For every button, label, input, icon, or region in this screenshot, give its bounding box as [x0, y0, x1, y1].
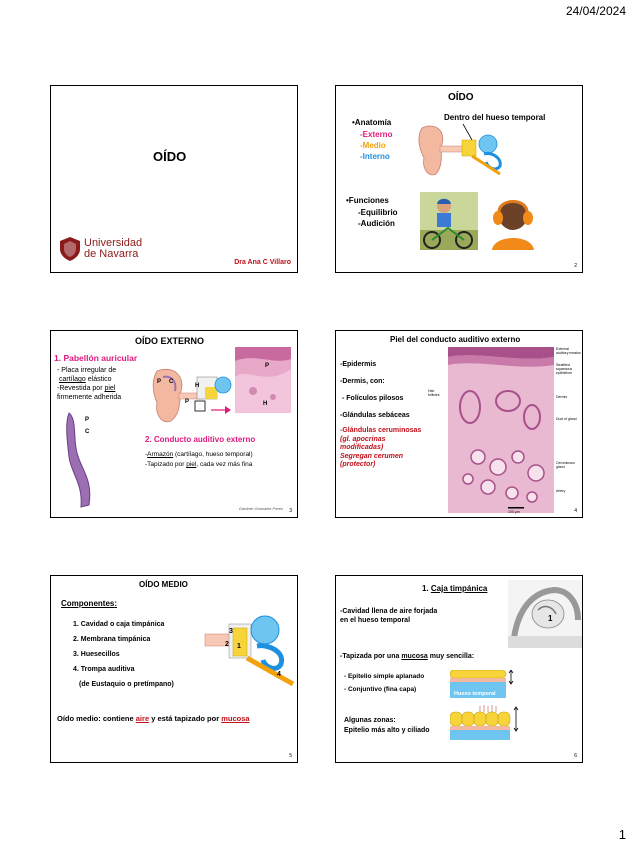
tapizado-part-3: , cada vez más fina — [196, 461, 253, 468]
armazon-text: -Armazón (cartílago, hueso temporal) -Tapizado por piel, cada vez más fina — [145, 451, 253, 468]
hueso-temporal-label: Hueso temporal — [454, 691, 496, 697]
child-bike-photo — [420, 192, 478, 250]
item-foliculos: - Folículos pilosos — [342, 395, 404, 402]
micro-label-meatus: External auditory meatus — [556, 347, 581, 355]
ceruminosas-line-3: modificadas) — [340, 444, 384, 451]
micro-label-artery: Artery — [556, 489, 566, 493]
tapizado-part-1: -Tapizado por — [145, 461, 187, 468]
placa-text — [57, 366, 121, 402]
zonas-text — [344, 716, 430, 736]
title-caja: Caja timpánica — [430, 584, 488, 593]
heading-conducto: 2. Conducto auditivo externo — [145, 435, 256, 444]
slide-number: 6 — [574, 753, 577, 759]
slide-number: 5 — [289, 753, 292, 759]
item-dermis: -Dermis, con: — [340, 378, 385, 385]
tapizada-part-1: -Tapizada por una — [340, 653, 402, 660]
ear-canal-skin-micrograph — [448, 347, 554, 513]
ceruminosas-line-5: (protector) — [340, 461, 376, 468]
tapizado-part-2: piel — [186, 461, 197, 468]
slide-number: 4 — [574, 508, 577, 514]
component-2: 2. Membrana timpánica — [73, 636, 151, 643]
micro-label-epithelium: Stratified squamous epithelium — [556, 363, 573, 375]
item-glandulas-sebaceas: -Glándulas sebáceas — [340, 412, 410, 419]
cavidad-text — [340, 607, 437, 625]
print-date: 24/04/2024 — [565, 4, 626, 18]
tapizada-part-2: muy sencilla: — [427, 653, 475, 660]
ceruminosas-line-1: -Glándulas ceruminosas — [340, 427, 422, 434]
placa-part-3: elástico — [85, 376, 112, 383]
child-headphones-photo — [484, 192, 542, 250]
zonas-line-1: Algunas zonas: — [344, 717, 396, 724]
component-4: 4. Trompa auditiva — [73, 666, 135, 673]
slide-title — [422, 584, 487, 594]
cavidad-line-1: -Cavidad llena de aire forjada — [340, 608, 438, 615]
label-h-skin: H — [263, 401, 268, 407]
label-p-canal: P — [185, 399, 190, 405]
heading-componentes: Componentes: — [61, 599, 118, 608]
logo-line-1: Universidad — [84, 237, 143, 249]
image-credit: Gardner Gonzalez Perez — [238, 506, 283, 511]
slide-1 — [50, 85, 298, 273]
diagram-num-4: 4 — [277, 671, 281, 678]
slide-title: OÍDO — [153, 149, 187, 164]
component-4-note: (de Eustaquio o pretímpano) — [79, 681, 174, 688]
slide-title: OÍDO MEDIO — [139, 580, 188, 589]
slide-title: Piel del conducto auditivo externo — [390, 335, 521, 344]
zonas-line-2: Epitelio más alto y ciliado — [344, 727, 430, 734]
label-p-diagram: P — [157, 379, 162, 385]
bullet-anatomy: •Anatomía — [352, 118, 392, 127]
cartilage-micrograph — [59, 409, 97, 511]
summary-aire: aire — [135, 714, 150, 723]
micro-label-ceruminous: Ceruminous gland — [556, 461, 575, 469]
micro-label-dermis: Dermis — [556, 395, 568, 399]
label-h-diagram: H — [195, 383, 200, 389]
item-conjuntivo: - Conjuntivo (fina capa) — [344, 686, 417, 693]
scale-bar-label: 100 μm — [508, 510, 520, 514]
page-number: 1 — [618, 827, 626, 842]
componentes-label: Componentes — [61, 599, 115, 608]
item-interno: -Interno — [360, 152, 390, 161]
placa-part-2: cartílago — [58, 376, 86, 383]
revestida-part-2: piel — [104, 385, 116, 392]
revestida-part-1: -Revestida por — [57, 385, 105, 392]
item-epidermis: -Epidermis — [340, 361, 377, 368]
summary-text — [57, 714, 250, 724]
ciliated-epithelium-diagram — [450, 704, 522, 742]
label-c-diagram: C — [169, 379, 174, 385]
summary-mucosa: mucosa — [221, 714, 250, 723]
ceruminosas-line-2: (gl. apocrinas — [340, 435, 386, 443]
summary-part-1: Oído medio: contiene — [57, 714, 136, 723]
callout-temporal: Dentro del hueso temporal — [444, 113, 546, 122]
slide-2 — [335, 85, 583, 273]
item-externo: -Externo — [360, 130, 393, 139]
ear-anatomy-illustration — [408, 122, 538, 180]
outer-ear-diagram — [149, 367, 235, 425]
arrow-to-micrograph — [211, 405, 231, 415]
slide-6 — [335, 575, 583, 763]
heading-pabellon: 1. Pabellón auricular — [54, 353, 138, 363]
university-seal-icon — [59, 236, 81, 262]
tapizada-mucosa: mucosa — [401, 653, 428, 660]
diagram-num-2: 2 — [225, 641, 229, 648]
label-c-micro: C — [85, 429, 90, 435]
logo-line-2: de Navarra — [84, 248, 139, 260]
bullet-functions: •Funciones — [346, 196, 389, 205]
micro-label-duct: Duct of gland — [556, 417, 577, 421]
diagram-num-1: 1 — [548, 614, 553, 623]
slide-title: OÍDO — [448, 92, 474, 103]
item-epitelio: - Epitelio simple aplanado — [344, 673, 425, 680]
diagram-num-1: 1 — [237, 643, 241, 650]
revestida-part-3: firmemente adherida — [57, 394, 122, 401]
slide-3 — [50, 330, 298, 518]
slide-number: 2 — [574, 263, 577, 269]
author: Dra Ana C Villaro — [234, 259, 291, 266]
item-ceruminosas — [340, 427, 421, 470]
item-equilibrio: -Equilibrio — [358, 208, 398, 217]
tympanic-cavity-diagram — [508, 580, 582, 648]
armazon-part-2: (cartílago, hueso temporal) — [173, 451, 253, 458]
summary-part-2: y está tapizado por — [149, 714, 222, 723]
item-audicion: -Audición — [358, 219, 395, 228]
tapizada-text — [340, 652, 474, 662]
ceruminosas-line-4: Segregan cerumen — [340, 452, 404, 460]
slide-4 — [335, 330, 583, 518]
item-medio: -Medio — [360, 141, 386, 150]
component-1: 1. Cavidad o caja timpánica — [73, 621, 165, 628]
cavidad-line-2: en el hueso temporal — [340, 617, 411, 624]
label-p-skin: P — [265, 363, 270, 369]
slide-title: OÍDO EXTERNO — [135, 336, 205, 346]
component-3: 3. Huesecillos — [73, 651, 120, 658]
placa-part-1: - Placa irregular de — [57, 367, 117, 374]
slide-5 — [50, 575, 298, 763]
title-number: 1. — [422, 584, 431, 593]
middle-ear-diagram — [203, 606, 295, 696]
diagram-num-3: 3 — [229, 628, 233, 635]
slide-number: 3 — [289, 508, 292, 514]
armazon-part-1: Armazón — [147, 451, 174, 458]
label-p-micro: P — [85, 417, 90, 423]
micro-label-hair: Hair follicles — [428, 389, 440, 397]
